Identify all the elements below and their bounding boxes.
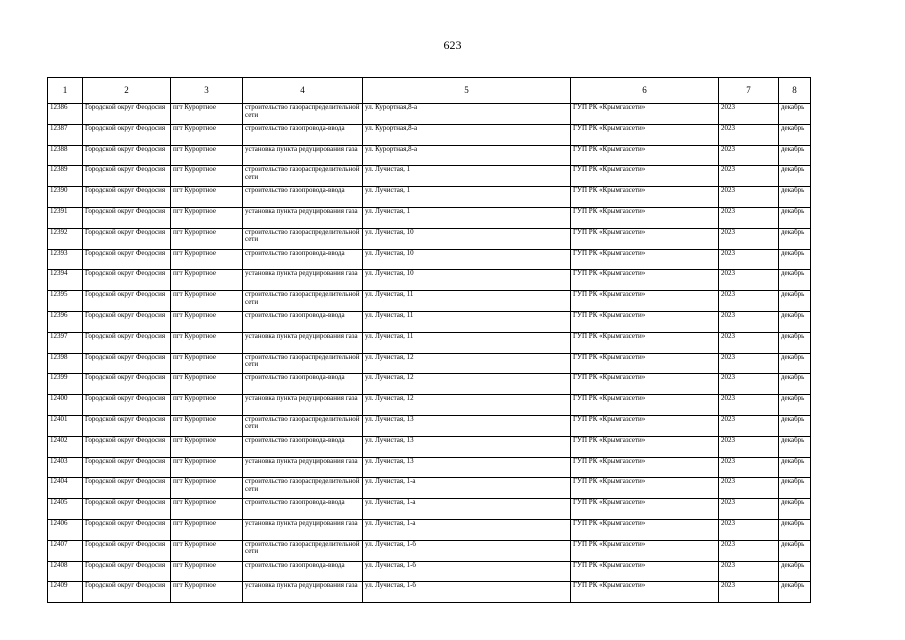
year-cell: 2023	[719, 478, 779, 499]
address-cell: ул. Лучистая, 12	[363, 395, 571, 416]
year-cell: 2023	[719, 124, 779, 145]
month-cell: декабрь	[779, 415, 811, 436]
address-cell: ул. Лучистая, 11	[363, 332, 571, 353]
settlement-cell: пгт Курортное	[171, 540, 243, 561]
month-cell: декабрь	[779, 124, 811, 145]
month-cell: декабрь	[779, 145, 811, 166]
table-row	[48, 311, 811, 332]
work-type-cell: строительство газораспределительной сети	[243, 540, 363, 561]
row-number-cell: 12391	[48, 207, 83, 228]
year-cell: 2023	[719, 436, 779, 457]
address-cell: ул. Лучистая, 10	[363, 249, 571, 270]
district-cell: Городской округ Феодосия	[83, 291, 171, 312]
row-number-cell: 12404	[48, 478, 83, 499]
row-number-cell: 12393	[48, 249, 83, 270]
year-cell: 2023	[719, 395, 779, 416]
table-row	[48, 478, 811, 499]
settlement-cell: пгт Курортное	[171, 145, 243, 166]
work-type-cell: строительство газопровода-ввода	[243, 124, 363, 145]
row-number-cell: 12399	[48, 374, 83, 395]
work-type-cell: строительство газораспределительной сети	[243, 166, 363, 187]
district-cell: Городской округ Феодосия	[83, 519, 171, 540]
work-type-cell: строительство газораспределительной сети	[243, 353, 363, 374]
organization-cell: ГУП РК «Крымгазсети»	[571, 166, 719, 187]
district-cell: Городской округ Феодосия	[83, 540, 171, 561]
table-row	[48, 104, 811, 125]
organization-cell: ГУП РК «Крымгазсети»	[571, 436, 719, 457]
organization-cell: ГУП РК «Крымгазсети»	[571, 145, 719, 166]
row-number-cell: 12409	[48, 582, 83, 603]
year-cell: 2023	[719, 582, 779, 603]
district-cell: Городской округ Феодосия	[83, 353, 171, 374]
district-cell: Городской округ Феодосия	[83, 499, 171, 520]
table-body	[48, 104, 811, 603]
district-cell: Городской округ Феодосия	[83, 124, 171, 145]
year-cell: 2023	[719, 228, 779, 249]
table-row	[48, 415, 811, 436]
table-row	[48, 374, 811, 395]
table-row	[48, 228, 811, 249]
settlement-cell: пгт Курортное	[171, 249, 243, 270]
settlement-cell: пгт Курортное	[171, 415, 243, 436]
settlement-cell: пгт Курортное	[171, 374, 243, 395]
district-cell: Городской округ Феодосия	[83, 332, 171, 353]
month-cell: декабрь	[779, 207, 811, 228]
table-row	[48, 166, 811, 187]
row-number-cell: 12400	[48, 395, 83, 416]
settlement-cell: пгт Курортное	[171, 353, 243, 374]
organization-cell: ГУП РК «Крымгазсети»	[571, 540, 719, 561]
organization-cell: ГУП РК «Крымгазсети»	[571, 561, 719, 582]
column-header: 5	[363, 78, 571, 104]
district-cell: Городской округ Феодосия	[83, 207, 171, 228]
settlement-cell: пгт Курортное	[171, 207, 243, 228]
address-cell: ул. Курортная,8-а	[363, 124, 571, 145]
table-row	[48, 519, 811, 540]
organization-cell: ГУП РК «Крымгазсети»	[571, 187, 719, 208]
work-type-cell: установка пункта редуцирования газа	[243, 519, 363, 540]
district-cell: Городской округ Феодосия	[83, 249, 171, 270]
address-cell: ул. Лучистая, 1	[363, 207, 571, 228]
organization-cell: ГУП РК «Крымгазсети»	[571, 104, 719, 125]
year-cell: 2023	[719, 291, 779, 312]
row-number-cell: 12386	[48, 104, 83, 125]
address-cell: ул. Лучистая, 13	[363, 436, 571, 457]
column-header: 7	[719, 78, 779, 104]
settlement-cell: пгт Курортное	[171, 270, 243, 291]
address-cell: ул. Лучистая, 1	[363, 187, 571, 208]
month-cell: декабрь	[779, 540, 811, 561]
address-cell: ул. Лучистая, 1-б	[363, 582, 571, 603]
organization-cell: ГУП РК «Крымгазсети»	[571, 353, 719, 374]
work-type-cell: строительство газораспределительной сети	[243, 291, 363, 312]
table-row	[48, 207, 811, 228]
work-type-cell: установка пункта редуцирования газа	[243, 332, 363, 353]
work-type-cell: установка пункта редуцирования газа	[243, 145, 363, 166]
work-type-cell: строительство газораспределительной сети	[243, 415, 363, 436]
organization-cell: ГУП РК «Крымгазсети»	[571, 332, 719, 353]
month-cell: декабрь	[779, 166, 811, 187]
settlement-cell: пгт Курортное	[171, 395, 243, 416]
table-row	[48, 270, 811, 291]
year-cell: 2023	[719, 332, 779, 353]
address-cell: ул. Лучистая, 1	[363, 166, 571, 187]
year-cell: 2023	[719, 166, 779, 187]
row-number-cell: 12389	[48, 166, 83, 187]
organization-cell: ГУП РК «Крымгазсети»	[571, 478, 719, 499]
year-cell: 2023	[719, 561, 779, 582]
month-cell: декабрь	[779, 582, 811, 603]
year-cell: 2023	[719, 457, 779, 478]
organization-cell: ГУП РК «Крымгазсети»	[571, 374, 719, 395]
settlement-cell: пгт Курортное	[171, 478, 243, 499]
district-cell: Городской округ Феодосия	[83, 104, 171, 125]
address-cell: ул. Лучистая, 1-б	[363, 561, 571, 582]
organization-cell: ГУП РК «Крымгазсети»	[571, 582, 719, 603]
district-cell: Городской округ Феодосия	[83, 228, 171, 249]
month-cell: декабрь	[779, 332, 811, 353]
settlement-cell: пгт Курортное	[171, 561, 243, 582]
table-row	[48, 540, 811, 561]
settlement-cell: пгт Курортное	[171, 124, 243, 145]
settlement-cell: пгт Курортное	[171, 332, 243, 353]
month-cell: декабрь	[779, 499, 811, 520]
settlement-cell: пгт Курортное	[171, 582, 243, 603]
column-header: 6	[571, 78, 719, 104]
month-cell: декабрь	[779, 395, 811, 416]
column-header: 1	[48, 78, 83, 104]
table-row	[48, 582, 811, 603]
address-cell: ул. Лучистая, 11	[363, 311, 571, 332]
work-type-cell: установка пункта редуцирования газа	[243, 270, 363, 291]
address-cell: ул. Лучистая, 10	[363, 270, 571, 291]
year-cell: 2023	[719, 415, 779, 436]
work-type-cell: строительство газопровода-ввода	[243, 436, 363, 457]
month-cell: декабрь	[779, 436, 811, 457]
month-cell: декабрь	[779, 249, 811, 270]
year-cell: 2023	[719, 187, 779, 208]
row-number-cell: 12394	[48, 270, 83, 291]
row-number-cell: 12408	[48, 561, 83, 582]
work-type-cell: строительство газораспределительной сети	[243, 228, 363, 249]
organization-cell: ГУП РК «Крымгазсети»	[571, 395, 719, 416]
organization-cell: ГУП РК «Крымгазсети»	[571, 457, 719, 478]
year-cell: 2023	[719, 519, 779, 540]
address-cell: ул. Лучистая, 1-а	[363, 519, 571, 540]
column-header: 3	[171, 78, 243, 104]
month-cell: декабрь	[779, 187, 811, 208]
table-row	[48, 395, 811, 416]
address-cell: ул. Лучистая, 13	[363, 415, 571, 436]
work-type-cell: строительство газопровода-ввода	[243, 374, 363, 395]
work-type-cell: установка пункта редуцирования газа	[243, 207, 363, 228]
row-number-cell: 12387	[48, 124, 83, 145]
settlement-cell: пгт Курортное	[171, 457, 243, 478]
column-header: 2	[83, 78, 171, 104]
table-row	[48, 249, 811, 270]
registry-table	[47, 77, 811, 603]
row-number-cell: 12401	[48, 415, 83, 436]
year-cell: 2023	[719, 270, 779, 291]
header-row	[48, 78, 811, 104]
column-header: 4	[243, 78, 363, 104]
row-number-cell: 12405	[48, 499, 83, 520]
district-cell: Городской округ Феодосия	[83, 395, 171, 416]
settlement-cell: пгт Курортное	[171, 291, 243, 312]
district-cell: Городской округ Феодосия	[83, 166, 171, 187]
settlement-cell: пгт Курортное	[171, 499, 243, 520]
district-cell: Городской округ Феодосия	[83, 561, 171, 582]
district-cell: Городской округ Феодосия	[83, 457, 171, 478]
year-cell: 2023	[719, 207, 779, 228]
table-row	[48, 561, 811, 582]
district-cell: Городской округ Феодосия	[83, 436, 171, 457]
district-cell: Городской округ Феодосия	[83, 582, 171, 603]
address-cell: ул. Лучистая, 12	[363, 374, 571, 395]
organization-cell: ГУП РК «Крымгазсети»	[571, 249, 719, 270]
organization-cell: ГУП РК «Крымгазсети»	[571, 499, 719, 520]
month-cell: декабрь	[779, 561, 811, 582]
district-cell: Городской округ Феодосия	[83, 478, 171, 499]
work-type-cell: строительство газопровода-ввода	[243, 187, 363, 208]
row-number-cell: 12406	[48, 519, 83, 540]
row-number-cell: 12402	[48, 436, 83, 457]
month-cell: декабрь	[779, 228, 811, 249]
address-cell: ул. Лучистая, 1-б	[363, 540, 571, 561]
year-cell: 2023	[719, 104, 779, 125]
settlement-cell: пгт Курортное	[171, 311, 243, 332]
row-number-cell: 12388	[48, 145, 83, 166]
settlement-cell: пгт Курортное	[171, 187, 243, 208]
organization-cell: ГУП РК «Крымгазсети»	[571, 270, 719, 291]
row-number-cell: 12390	[48, 187, 83, 208]
year-cell: 2023	[719, 499, 779, 520]
organization-cell: ГУП РК «Крымгазсети»	[571, 207, 719, 228]
settlement-cell: пгт Курортное	[171, 104, 243, 125]
settlement-cell: пгт Курортное	[171, 228, 243, 249]
organization-cell: ГУП РК «Крымгазсети»	[571, 228, 719, 249]
organization-cell: ГУП РК «Крымгазсети»	[571, 124, 719, 145]
row-number-cell: 12398	[48, 353, 83, 374]
month-cell: декабрь	[779, 311, 811, 332]
district-cell: Городской округ Феодосия	[83, 374, 171, 395]
address-cell: ул. Лучистая, 13	[363, 457, 571, 478]
district-cell: Городской округ Феодосия	[83, 270, 171, 291]
work-type-cell: строительство газораспределительной сети	[243, 104, 363, 125]
address-cell: ул. Лучистая, 10	[363, 228, 571, 249]
organization-cell: ГУП РК «Крымгазсети»	[571, 519, 719, 540]
table-row	[48, 353, 811, 374]
work-type-cell: установка пункта редуцирования газа	[243, 582, 363, 603]
table-row	[48, 291, 811, 312]
year-cell: 2023	[719, 540, 779, 561]
organization-cell: ГУП РК «Крымгазсети»	[571, 415, 719, 436]
organization-cell: ГУП РК «Крымгазсети»	[571, 291, 719, 312]
month-cell: декабрь	[779, 519, 811, 540]
row-number-cell: 12407	[48, 540, 83, 561]
address-cell: ул. Лучистая, 1-а	[363, 478, 571, 499]
month-cell: декабрь	[779, 291, 811, 312]
work-type-cell: установка пункта редуцирования газа	[243, 395, 363, 416]
address-cell: ул. Лучистая, 1-а	[363, 499, 571, 520]
month-cell: декабрь	[779, 353, 811, 374]
district-cell: Городской округ Феодосия	[83, 187, 171, 208]
work-type-cell: строительство газопровода-ввода	[243, 311, 363, 332]
settlement-cell: пгт Курортное	[171, 519, 243, 540]
table-row	[48, 124, 811, 145]
table-row	[48, 499, 811, 520]
year-cell: 2023	[719, 145, 779, 166]
row-number-cell: 12397	[48, 332, 83, 353]
work-type-cell: строительство газораспределительной сети	[243, 478, 363, 499]
table-row	[48, 457, 811, 478]
district-cell: Городской округ Феодосия	[83, 415, 171, 436]
row-number-cell: 12403	[48, 457, 83, 478]
year-cell: 2023	[719, 249, 779, 270]
address-cell: ул. Курортная,8-а	[363, 104, 571, 125]
month-cell: декабрь	[779, 478, 811, 499]
row-number-cell: 12392	[48, 228, 83, 249]
month-cell: декабрь	[779, 374, 811, 395]
table-row	[48, 332, 811, 353]
work-type-cell: установка пункта редуцирования газа	[243, 457, 363, 478]
settlement-cell: пгт Курортное	[171, 436, 243, 457]
table-row	[48, 145, 811, 166]
organization-cell: ГУП РК «Крымгазсети»	[571, 311, 719, 332]
district-cell: Городской округ Феодосия	[83, 311, 171, 332]
month-cell: декабрь	[779, 104, 811, 125]
settlement-cell: пгт Курортное	[171, 166, 243, 187]
work-type-cell: строительство газопровода-ввода	[243, 499, 363, 520]
work-type-cell: строительство газопровода-ввода	[243, 561, 363, 582]
address-cell: ул. Лучистая, 12	[363, 353, 571, 374]
address-cell: ул. Курортная,8-а	[363, 145, 571, 166]
district-cell: Городской округ Феодосия	[83, 145, 171, 166]
table-row	[48, 187, 811, 208]
work-type-cell: строительство газопровода-ввода	[243, 249, 363, 270]
page-number: 623	[443, 38, 462, 52]
year-cell: 2023	[719, 311, 779, 332]
table-row	[48, 436, 811, 457]
month-cell: декабрь	[779, 270, 811, 291]
month-cell: декабрь	[779, 457, 811, 478]
year-cell: 2023	[719, 374, 779, 395]
column-header: 8	[779, 78, 811, 104]
address-cell: ул. Лучистая, 11	[363, 291, 571, 312]
year-cell: 2023	[719, 353, 779, 374]
row-number-cell: 12396	[48, 311, 83, 332]
row-number-cell: 12395	[48, 291, 83, 312]
